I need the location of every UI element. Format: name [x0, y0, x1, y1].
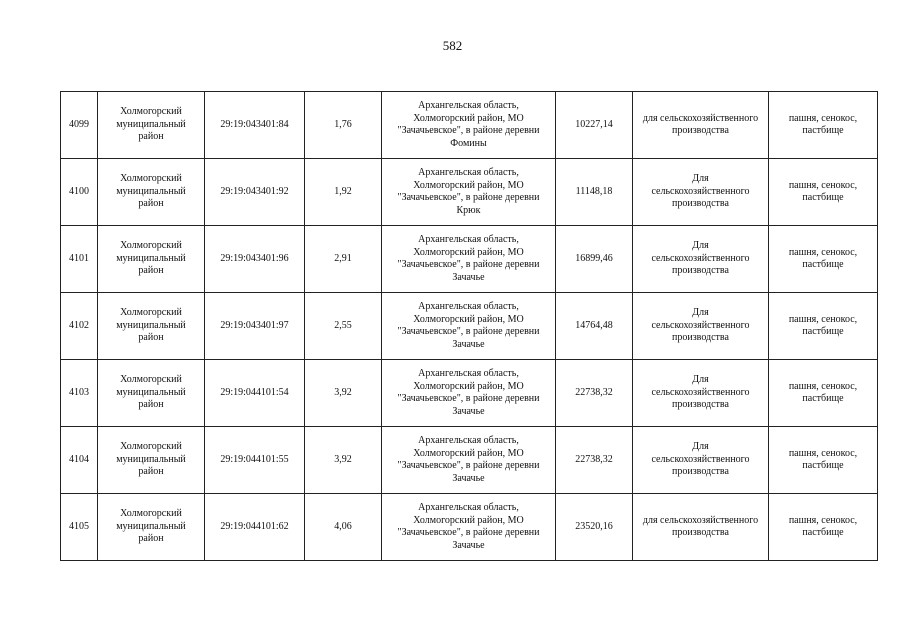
- land-use-cell: пашня, сенокос, пастбище: [769, 293, 878, 360]
- value-cell: 22738,32: [556, 360, 633, 427]
- table-row: [61, 494, 878, 561]
- cadastral-number-cell: 29:19:043401:97: [205, 293, 305, 360]
- purpose-cell: Для сельскохозяйственного производства: [633, 360, 769, 427]
- purpose-cell: Для сельскохозяйственного производства: [633, 226, 769, 293]
- table-row: [61, 159, 878, 226]
- cadastral-number-cell: 29:19:043401:92: [205, 159, 305, 226]
- land-use-cell: пашня, сенокос, пастбище: [769, 92, 878, 159]
- purpose-cell: Для сельскохозяйственного производства: [633, 427, 769, 494]
- area-cell: 2,91: [305, 226, 382, 293]
- row-number: 4101: [61, 226, 98, 293]
- purpose-cell: Для сельскохозяйственного производства: [633, 159, 769, 226]
- cadastral-number-cell: 29:19:044101:62: [205, 494, 305, 561]
- district-cell: Холмогорский муниципальный район: [98, 360, 205, 427]
- table-row: [61, 427, 878, 494]
- table-row: [61, 92, 878, 159]
- district-cell: Холмогорский муниципальный район: [98, 92, 205, 159]
- row-number: 4103: [61, 360, 98, 427]
- value-cell: 16899,46: [556, 226, 633, 293]
- area-cell: 1,92: [305, 159, 382, 226]
- land-use-cell: пашня, сенокос, пастбище: [769, 360, 878, 427]
- land-registry-table: [60, 91, 878, 561]
- row-number: 4105: [61, 494, 98, 561]
- land-use-cell: пашня, сенокос, пастбище: [769, 226, 878, 293]
- area-cell: 3,92: [305, 427, 382, 494]
- table-row: [61, 226, 878, 293]
- land-use-cell: пашня, сенокос, пастбище: [769, 494, 878, 561]
- row-number: 4099: [61, 92, 98, 159]
- district-cell: Холмогорский муниципальный район: [98, 226, 205, 293]
- address-cell: Архангельская область, Холмогорский район, МО "Зачачьевское", в районе деревни Фомины: [382, 92, 556, 159]
- land-use-cell: пашня, сенокос, пастбище: [769, 427, 878, 494]
- land-use-cell: пашня, сенокос, пастбище: [769, 159, 878, 226]
- area-cell: 1,76: [305, 92, 382, 159]
- district-cell: Холмогорский муниципальный район: [98, 494, 205, 561]
- row-number: 4102: [61, 293, 98, 360]
- district-cell: Холмогорский муниципальный район: [98, 293, 205, 360]
- value-cell: 10227,14: [556, 92, 633, 159]
- address-cell: Архангельская область, Холмогорский район, МО "Зачачьевское", в районе деревни Зачачье: [382, 293, 556, 360]
- row-number: 4100: [61, 159, 98, 226]
- purpose-cell: Для сельскохозяйственного производства: [633, 293, 769, 360]
- value-cell: 22738,32: [556, 427, 633, 494]
- cadastral-number-cell: 29:19:043401:84: [205, 92, 305, 159]
- purpose-cell: для сельскохозяйственного производства: [633, 494, 769, 561]
- row-number: 4104: [61, 427, 98, 494]
- address-cell: Архангельская область, Холмогорский район, МО "Зачачьевское", в районе деревни Зачачье: [382, 427, 556, 494]
- page-number: 582: [442, 38, 463, 53]
- address-cell: Архангельская область, Холмогорский район, МО "Зачачьевское", в районе деревни Зачачье: [382, 494, 556, 561]
- table-row: [61, 360, 878, 427]
- purpose-cell: для сельскохозяйственного производства: [633, 92, 769, 159]
- address-cell: Архангельская область, Холмогорский район, МО "Зачачьевское", в районе деревни Зачачье: [382, 360, 556, 427]
- district-cell: Холмогорский муниципальный район: [98, 427, 205, 494]
- cadastral-number-cell: 29:19:044101:54: [205, 360, 305, 427]
- address-cell: Архангельская область, Холмогорский район, МО "Зачачьевское", в районе деревни Зачачье: [382, 226, 556, 293]
- area-cell: 2,55: [305, 293, 382, 360]
- value-cell: 11148,18: [556, 159, 633, 226]
- area-cell: 4,06: [305, 494, 382, 561]
- area-cell: 3,92: [305, 360, 382, 427]
- cadastral-number-cell: 29:19:043401:96: [205, 226, 305, 293]
- table-row: [61, 293, 878, 360]
- cadastral-number-cell: 29:19:044101:55: [205, 427, 305, 494]
- district-cell: Холмогорский муниципальный район: [98, 159, 205, 226]
- value-cell: 14764,48: [556, 293, 633, 360]
- address-cell: Архангельская область, Холмогорский район, МО "Зачачьевское", в районе деревни Крюк: [382, 159, 556, 226]
- value-cell: 23520,16: [556, 494, 633, 561]
